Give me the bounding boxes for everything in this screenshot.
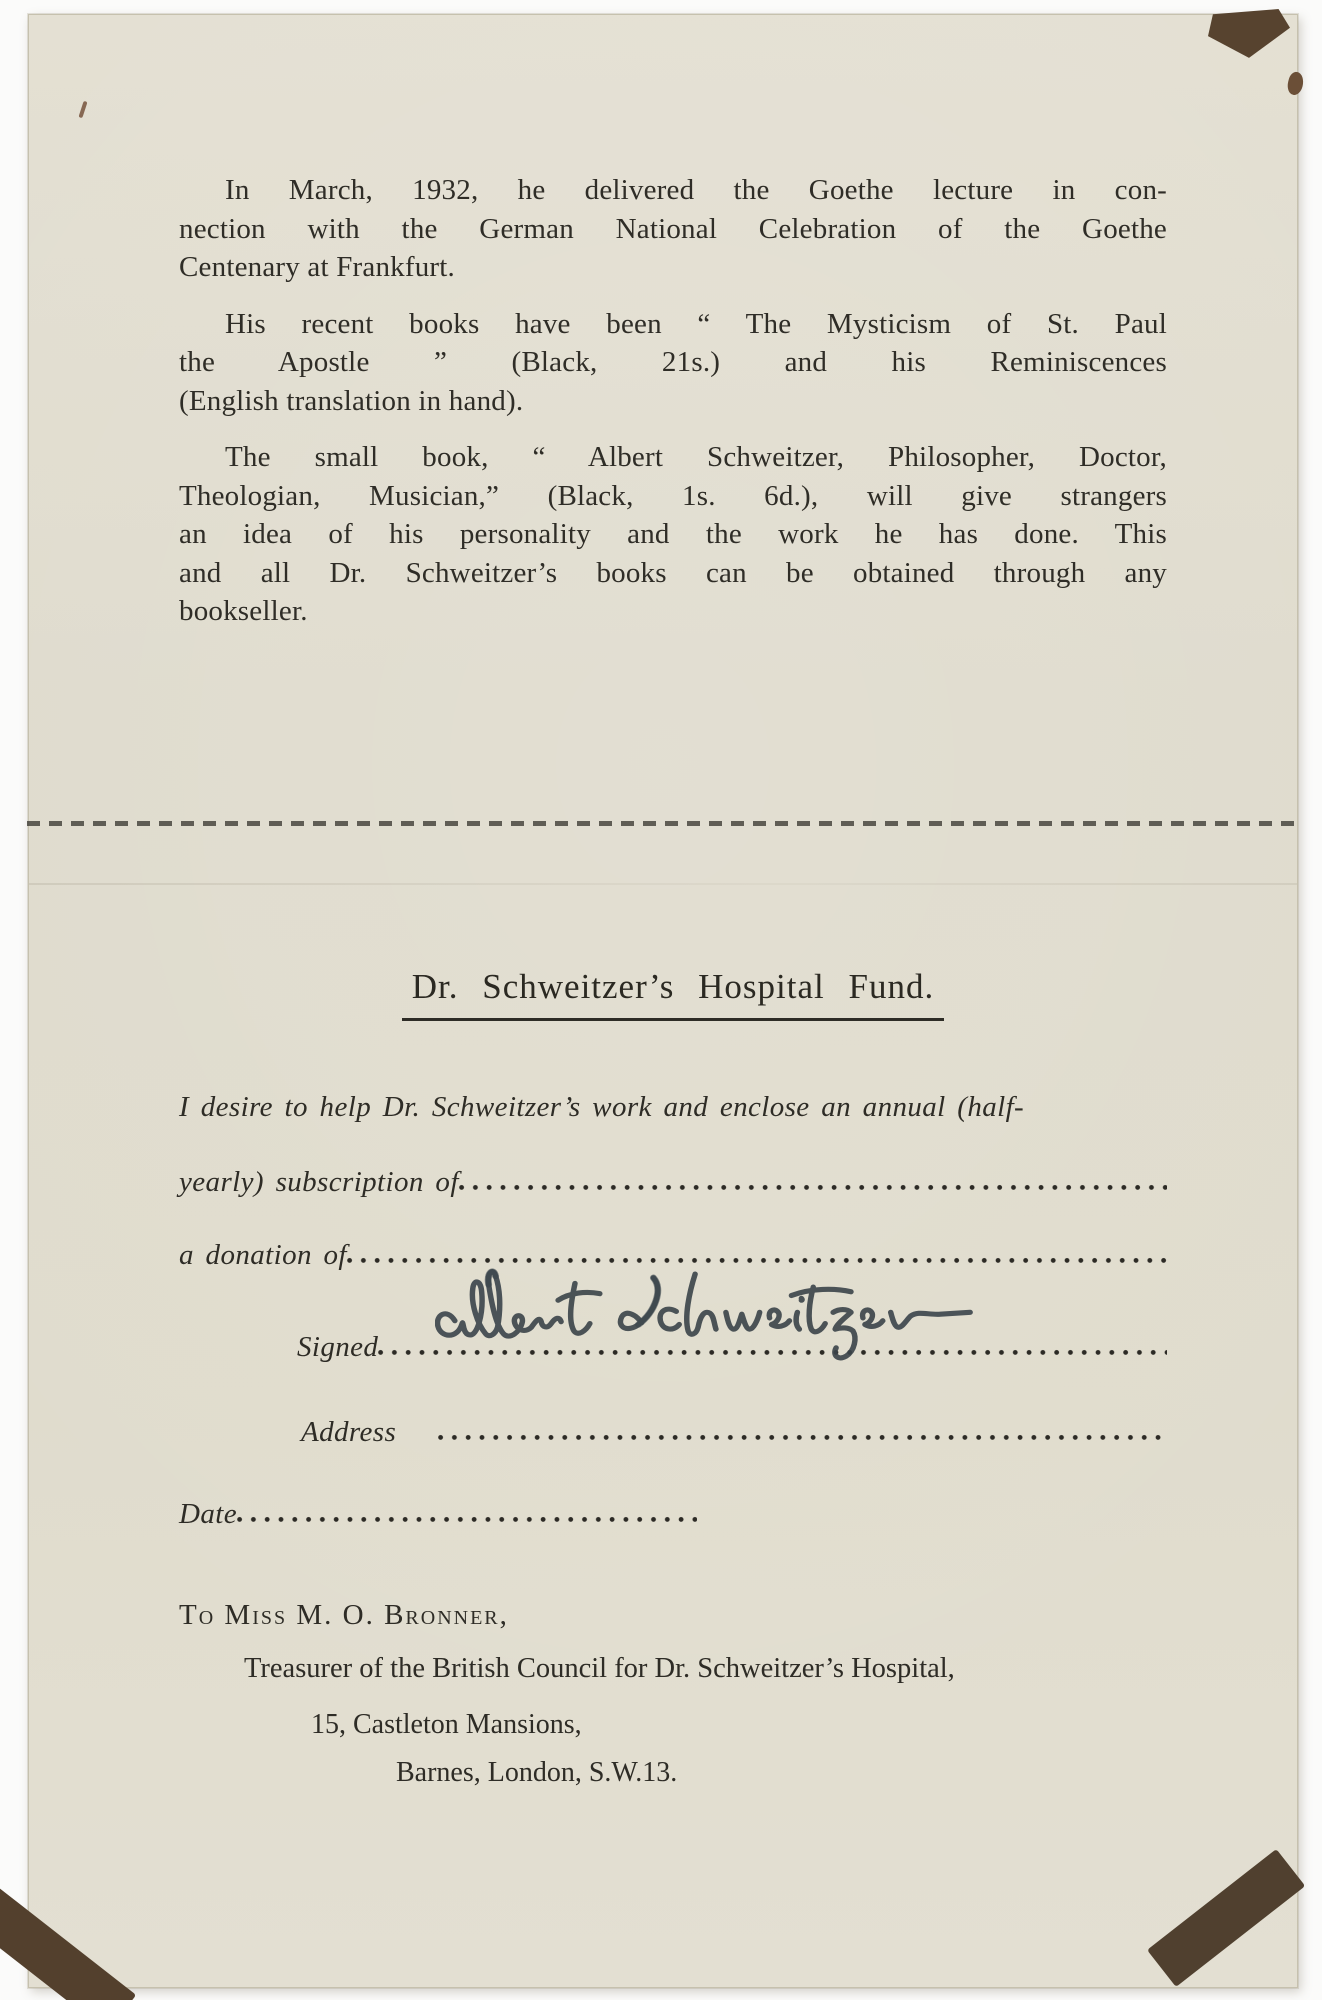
dotted-leader <box>438 1434 1167 1441</box>
date-label: Date <box>179 1498 237 1530</box>
document-page <box>28 14 1298 1988</box>
paragraph-goethe-lecture <box>179 171 1167 287</box>
form-intro-line <box>179 1091 1167 1124</box>
recipient-street: 15, Castleton Mansions, <box>311 1709 582 1740</box>
dotted-leader <box>237 1516 697 1523</box>
text-line: (English translation in hand). <box>179 384 524 417</box>
text-line: an idea of his personality and the work he has done. This <box>179 518 1167 550</box>
text-line: bookseller. <box>179 595 308 627</box>
signed-row <box>179 1331 1167 1364</box>
dotted-leader <box>347 1257 1167 1264</box>
ink-mark <box>78 101 87 118</box>
address-label: Address <box>301 1416 397 1448</box>
paragraph-recent-books <box>179 305 1167 421</box>
text-line: Theologian, Musician,” (Black, 1s. 6d.), will give strangers <box>179 479 1167 512</box>
recipient-title: Treasurer of the British Council for Dr. Schweitzer’s Hospital, <box>244 1653 955 1684</box>
biography-text-block <box>179 171 1167 649</box>
text-line: The small book, “ Albert Schweitzer, Philosopher, Doctor, <box>225 441 1167 473</box>
dotted-leader <box>378 1349 1167 1356</box>
text-line: the Apostle ” (Black, 21s.) and his Reminiscences <box>179 346 1167 378</box>
dotted-leader <box>459 1184 1167 1191</box>
paragraph-small-book <box>179 438 1167 631</box>
text-line: His recent books have been “ The Mysticism of St. Paul <box>225 307 1167 340</box>
text-line: In March, 1932, he delivered the Goethe lecture in con- <box>225 174 1167 206</box>
text-line: and all Dr. Schweitzer’s books can be obtained through any <box>179 556 1167 589</box>
text-line: Centenary at Frankfurt. <box>179 251 455 283</box>
address-row <box>179 1416 1167 1449</box>
text-line: nection with the German National Celebration of the Goethe <box>179 212 1167 245</box>
date-row <box>179 1498 1167 1531</box>
fund-heading: Dr. Schweitzer’s Hospital Fund. <box>402 967 944 1021</box>
paper-fold-crease <box>29 883 1297 885</box>
dashed-cut-line <box>27 821 1299 826</box>
signed-label: Signed <box>297 1331 379 1363</box>
donation-label: a donation of <box>179 1239 347 1271</box>
form-intro-text: I desire to help Dr. Schweitzer’s work and enclose an annual (half- <box>179 1091 1025 1123</box>
recipient-name: To Miss M. O. Bronner, <box>179 1599 509 1631</box>
fund-heading-wrap <box>179 967 1167 1021</box>
subscription-row <box>179 1166 1167 1199</box>
recipient-city: Barnes, London, S.W.13. <box>396 1757 678 1788</box>
subscription-label: yearly) subscription of <box>179 1166 459 1198</box>
donation-row <box>179 1239 1167 1272</box>
